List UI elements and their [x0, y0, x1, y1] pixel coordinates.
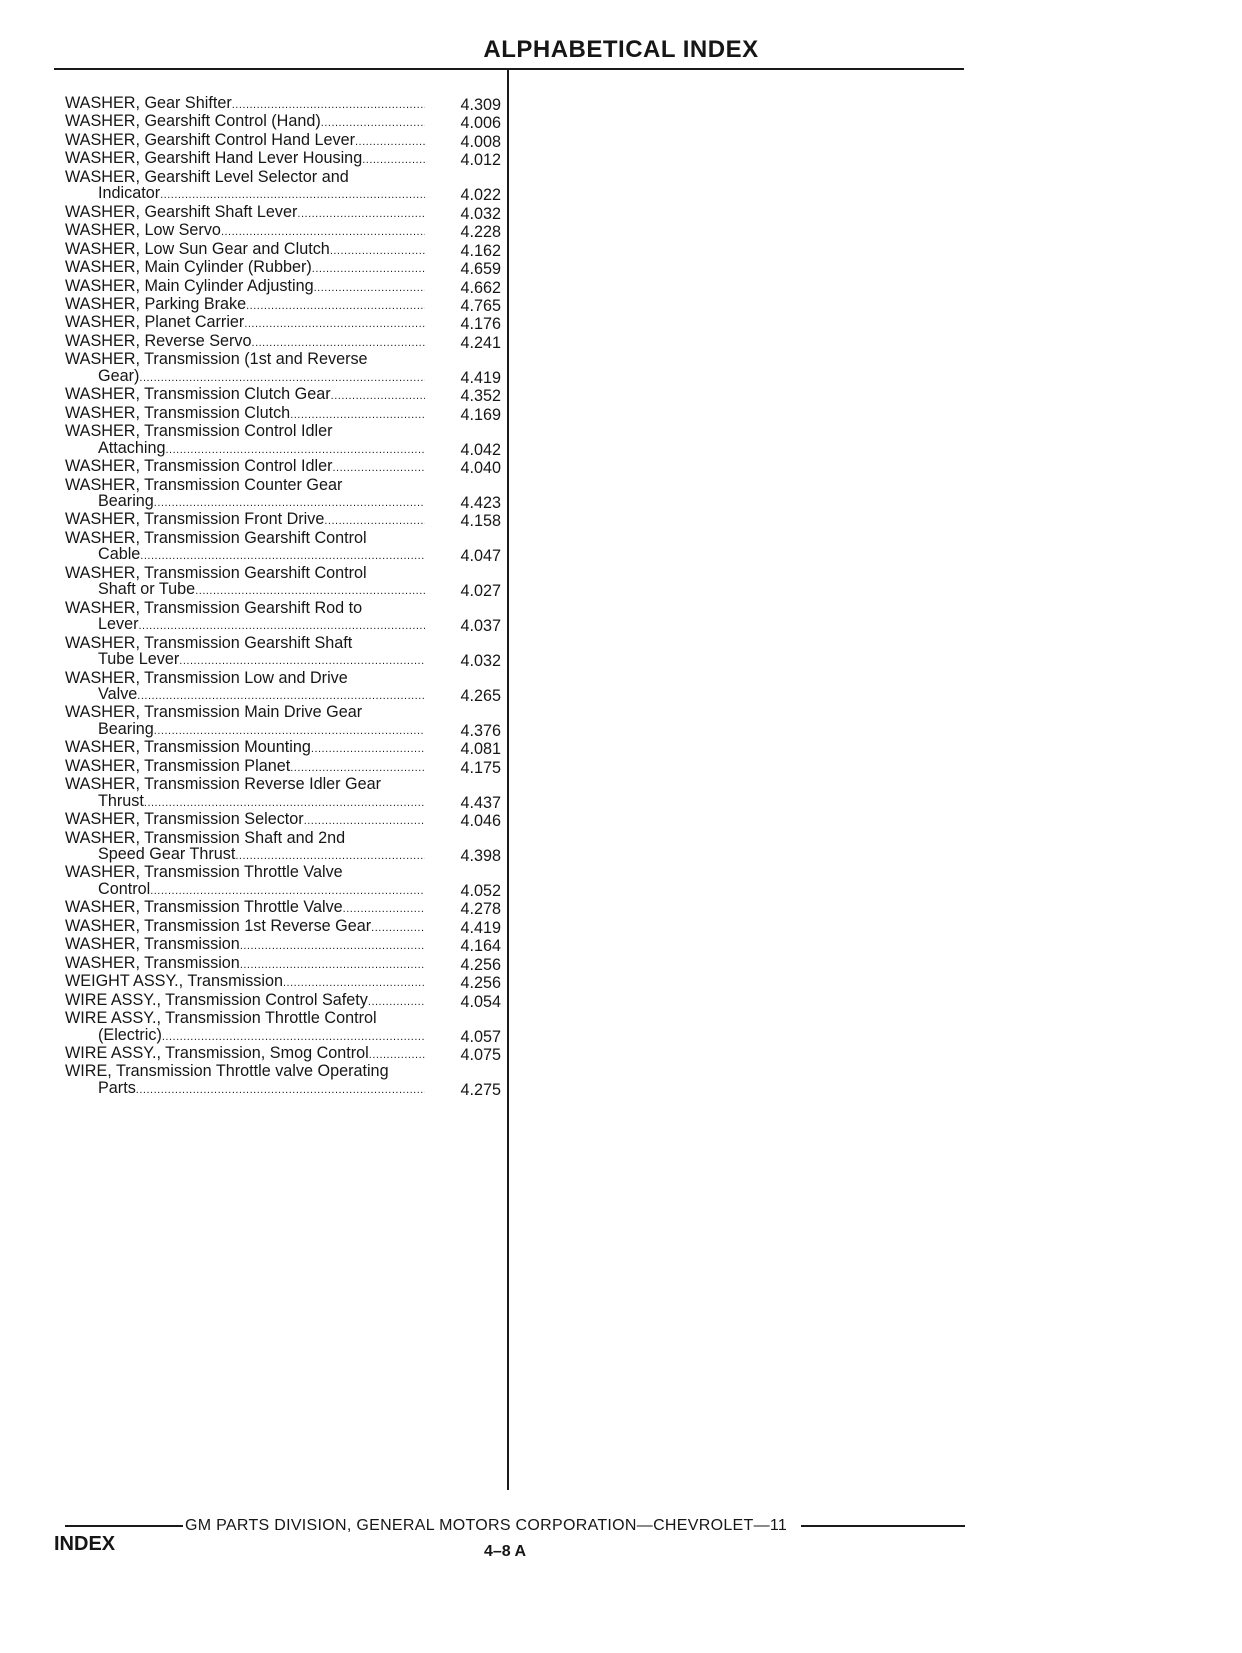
entry-text: Shaft or Tube [98, 580, 196, 599]
entry-description [65, 204, 425, 222]
dot-leader [297, 204, 425, 222]
entry-text: Cable [98, 545, 141, 564]
entry-description [65, 423, 425, 458]
entry-text: Bearing [98, 719, 154, 738]
index-entry [65, 811, 501, 829]
entry-description [65, 314, 425, 332]
entry-line [65, 511, 425, 529]
dot-leader [240, 955, 425, 973]
dot-leader [331, 386, 425, 404]
entry-text: WASHER, Planet Carrier [65, 313, 245, 332]
dot-leader [311, 739, 425, 757]
entry-continuation-line [65, 651, 425, 669]
entry-page-number: 4.164 [460, 937, 501, 956]
dot-leader [355, 132, 425, 150]
entry-description [65, 169, 425, 204]
entry-line [65, 169, 425, 185]
index-entry [65, 169, 501, 204]
entry-page-number: 4.376 [460, 721, 501, 740]
entry-line [65, 776, 425, 792]
entry-text: WASHER, Transmission Control Idler [65, 457, 333, 476]
entry-page-number: 4.162 [460, 241, 501, 260]
footer-publisher: GM PARTS DIVISION, GENERAL MOTORS CORPORATION—CHEVROLET—11 [185, 1517, 788, 1534]
entry-page-number: 4.175 [460, 758, 501, 777]
entry-line [65, 600, 425, 616]
entry-page-number: 4.419 [460, 368, 501, 387]
entry-page-number: 4.052 [460, 881, 501, 900]
footer-publisher-line [65, 1517, 965, 1535]
entry-description [65, 351, 425, 386]
entry-line [65, 423, 425, 439]
dot-leader [312, 259, 425, 277]
entry-text: WASHER, Gearshift Hand Lever Housing [65, 149, 363, 168]
entry-description [65, 530, 425, 565]
index-entry [65, 150, 501, 168]
entry-page-number: 4.662 [460, 278, 501, 297]
entry-text: WASHER, Transmission Throttle Valve [65, 898, 343, 917]
entry-line [65, 918, 425, 936]
entry-line [65, 222, 425, 240]
entry-page-number: 4.352 [460, 387, 501, 406]
dot-leader [371, 918, 425, 936]
dot-leader [324, 511, 425, 529]
index-entry [65, 758, 501, 776]
entry-page-number: 4.659 [460, 260, 501, 279]
entry-description [65, 458, 425, 476]
entry-text: Parts [98, 1078, 136, 1097]
entry-text: WASHER, Transmission [65, 935, 240, 954]
index-entry [65, 351, 501, 386]
entry-description [65, 1045, 425, 1063]
entry-description [65, 758, 425, 776]
entry-description [65, 776, 425, 811]
entry-description [65, 150, 425, 168]
entry-description [65, 241, 425, 259]
entry-text: WASHER, Transmission Shaft and 2nd [65, 828, 346, 847]
entry-description [65, 296, 425, 314]
entry-text: WASHER, Transmission Planet [65, 756, 291, 775]
entry-page-number: 4.419 [460, 918, 501, 937]
entry-page-number: 4.022 [460, 186, 501, 205]
entry-text: WASHER, Transmission Front Drive [65, 510, 325, 529]
entry-text: Lever [98, 615, 139, 634]
entry-line [65, 758, 425, 776]
dot-leader [246, 296, 425, 314]
entry-text: WEIGHT ASSY., Transmission [65, 972, 283, 991]
entry-text: WASHER, Transmission Clutch [65, 403, 291, 422]
entry-text: WASHER, Transmission Reverse Idler Gear [65, 775, 382, 794]
entry-continuation-line [65, 440, 425, 458]
entry-text: WASHER, Transmission Gearshift Shaft [65, 633, 353, 652]
entry-line [65, 864, 425, 880]
entry-text: WASHER, Transmission Counter Gear [65, 475, 343, 494]
index-entry [65, 1045, 501, 1063]
entry-line [65, 955, 425, 973]
entry-text: WIRE ASSY., Transmission Throttle Control [65, 1009, 377, 1028]
entry-description [65, 132, 425, 150]
entry-line [65, 739, 425, 757]
index-entry-list [65, 95, 501, 1098]
dot-leader [139, 616, 426, 634]
index-entry [65, 1010, 501, 1045]
entry-line [65, 351, 425, 367]
entry-page-number: 4.012 [460, 151, 501, 170]
entry-line [65, 670, 425, 686]
entry-text: WASHER, Low Sun Gear and Clutch [65, 239, 330, 258]
dot-leader [162, 1027, 425, 1045]
entry-text: Control [98, 879, 151, 898]
entry-page-number: 4.256 [460, 955, 501, 974]
dot-leader [252, 333, 425, 351]
entry-text: WASHER, Transmission (1st and Reverse [65, 350, 368, 369]
index-entry [65, 296, 501, 314]
entry-text: Gear) [98, 366, 140, 385]
entry-page-number: 4.241 [460, 333, 501, 352]
entry-page-number: 4.169 [460, 405, 501, 424]
entry-line [65, 458, 425, 476]
entry-continuation-line [65, 721, 425, 739]
entry-text: Attaching [98, 438, 166, 457]
entry-page-number: 4.008 [460, 132, 501, 151]
entry-description [65, 477, 425, 512]
entry-continuation-line [65, 881, 425, 899]
index-entry [65, 565, 501, 600]
entry-text: WASHER, Transmission Gearshift Control [65, 563, 367, 582]
dot-leader [314, 278, 425, 296]
index-entry [65, 386, 501, 404]
index-entry [65, 241, 501, 259]
entry-line [65, 973, 425, 991]
entry-text: WASHER, Transmission Main Drive Gear [65, 703, 363, 722]
dot-leader [160, 185, 425, 203]
entry-page-number: 4.398 [460, 847, 501, 866]
entry-text: WASHER, Parking Brake [65, 294, 247, 313]
entry-line [65, 405, 425, 423]
entry-description [65, 222, 425, 240]
index-entry [65, 458, 501, 476]
entry-text: (Electric) [98, 1025, 162, 1044]
entry-page-number: 4.037 [460, 617, 501, 636]
entry-description [65, 405, 425, 423]
entry-description [65, 1010, 425, 1045]
index-entry [65, 333, 501, 351]
entry-page-number: 4.081 [460, 740, 501, 759]
entry-continuation-line [65, 368, 425, 386]
entry-text: WIRE ASSY., Transmission, Smog Control [65, 1044, 369, 1063]
entry-page-number: 4.046 [460, 812, 501, 831]
entry-text: WIRE, Transmission Throttle valve Operating [65, 1062, 389, 1081]
index-entry [65, 511, 501, 529]
index-entry [65, 1063, 501, 1098]
index-entry [65, 259, 501, 277]
entry-continuation-line [65, 546, 425, 564]
entry-page-number: 4.040 [460, 459, 501, 478]
index-entry [65, 670, 501, 705]
entry-description [65, 704, 425, 739]
entry-line [65, 565, 425, 581]
entry-description [65, 386, 425, 404]
entry-page-number: 4.032 [460, 652, 501, 671]
entry-line [65, 635, 425, 651]
entry-line [65, 1010, 425, 1026]
entry-line [65, 992, 425, 1010]
entry-line [65, 204, 425, 222]
entry-description [65, 95, 425, 113]
entry-description [65, 830, 425, 865]
index-entry [65, 314, 501, 332]
entry-page-number: 4.075 [460, 1046, 501, 1065]
index-entry [65, 635, 501, 670]
index-entry [65, 899, 501, 917]
entry-text: WASHER, Transmission Clutch Gear [65, 385, 331, 404]
entry-page-number: 4.057 [460, 1027, 501, 1046]
dot-leader [343, 899, 425, 917]
entry-continuation-line [65, 1027, 425, 1045]
entry-continuation-line [65, 616, 425, 634]
entry-line [65, 296, 425, 314]
entry-text: WASHER, Transmission Selector [65, 810, 304, 829]
dot-leader [290, 758, 425, 776]
dot-leader [304, 811, 425, 829]
entry-text: Thrust [98, 791, 144, 810]
index-entry [65, 477, 501, 512]
index-entry [65, 992, 501, 1010]
dot-leader [240, 936, 425, 954]
entry-line [65, 314, 425, 332]
dot-leader [362, 150, 425, 168]
index-entry [65, 204, 501, 222]
dot-leader [321, 113, 425, 131]
dot-leader [332, 458, 425, 476]
entry-description [65, 992, 425, 1010]
entry-description [65, 811, 425, 829]
entry-continuation-line [65, 846, 425, 864]
dot-leader [244, 314, 425, 332]
entry-page-number: 4.042 [460, 440, 501, 459]
entry-line [65, 704, 425, 720]
entry-text: WASHER, Transmission 1st Reverse Gear [65, 916, 372, 935]
entry-page-number: 4.228 [460, 223, 501, 242]
entry-description [65, 918, 425, 936]
dot-leader [139, 368, 425, 386]
dot-leader [221, 222, 425, 240]
index-entry [65, 278, 501, 296]
entry-description [65, 899, 425, 917]
entry-page-number: 4.309 [460, 96, 501, 114]
entry-description [65, 565, 425, 600]
entry-line [65, 333, 425, 351]
entry-text: WASHER, Transmission Gearshift Control [65, 528, 367, 547]
index-entry [65, 936, 501, 954]
entry-description [65, 259, 425, 277]
entry-description [65, 635, 425, 670]
dot-leader [232, 95, 425, 113]
dot-leader [179, 651, 425, 669]
entry-page-number: 4.437 [460, 793, 501, 812]
dot-leader [330, 241, 425, 259]
entry-text: WASHER, Main Cylinder (Rubber) [65, 258, 312, 277]
entry-text: WASHER, Reverse Servo [65, 331, 252, 350]
entry-page-number: 4.054 [460, 992, 501, 1011]
index-entry [65, 113, 501, 131]
entry-text: WASHER, Low Servo [65, 221, 221, 240]
entry-page-number: 4.275 [460, 1080, 501, 1099]
entry-continuation-line [65, 686, 425, 704]
index-entry [65, 530, 501, 565]
column-divider [507, 68, 509, 1490]
entry-text: WASHER, Transmission [65, 953, 240, 972]
entry-line [65, 241, 425, 259]
entry-page-number: 4.032 [460, 204, 501, 223]
entry-text: WASHER, Gear Shifter [65, 94, 232, 112]
entry-text: WASHER, Gearshift Level Selector and [65, 167, 349, 186]
index-entry [65, 600, 501, 635]
index-entry [65, 739, 501, 757]
entry-page-number: 4.265 [460, 686, 501, 705]
entry-page-number: 4.158 [460, 512, 501, 531]
entry-line [65, 386, 425, 404]
entry-page-number: 4.256 [460, 974, 501, 993]
entry-text: WASHER, Gearshift Control Hand Lever [65, 130, 355, 149]
entry-line [65, 1063, 425, 1079]
index-entry [65, 918, 501, 936]
entry-text: WASHER, Gearshift Control (Hand) [65, 112, 321, 131]
index-entry [65, 423, 501, 458]
entry-page-number: 4.423 [460, 493, 501, 512]
entry-line [65, 477, 425, 493]
entry-description [65, 1063, 425, 1098]
footer-rule-left [65, 1525, 183, 1527]
entry-page-number: 4.765 [460, 296, 501, 315]
entry-description [65, 600, 425, 635]
entry-line [65, 278, 425, 296]
entry-line [65, 811, 425, 829]
index-entry [65, 973, 501, 991]
entry-line [65, 899, 425, 917]
dot-leader [195, 581, 425, 599]
entry-line [65, 113, 425, 131]
entry-description [65, 511, 425, 529]
index-entry [65, 222, 501, 240]
entry-line [65, 936, 425, 954]
entry-description [65, 278, 425, 296]
dot-leader [150, 881, 425, 899]
entry-text: WIRE ASSY., Transmission Control Safety [65, 990, 368, 1009]
dot-leader [283, 973, 425, 991]
entry-description [65, 670, 425, 705]
footer-rule-right [801, 1525, 965, 1527]
entry-line [65, 1045, 425, 1063]
index-entry [65, 132, 501, 150]
entry-description [65, 333, 425, 351]
index-entry [65, 864, 501, 899]
entry-text: Indicator [98, 184, 161, 203]
entry-continuation-line [65, 1080, 425, 1098]
dot-leader [137, 686, 425, 704]
entry-description [65, 864, 425, 899]
dot-leader [154, 721, 425, 739]
entry-description [65, 936, 425, 954]
entry-continuation-line [65, 493, 425, 511]
entry-page-number: 4.006 [460, 114, 501, 133]
entry-text: WASHER, Gearshift Shaft Lever [65, 202, 298, 221]
entry-text: WASHER, Transmission Control Idler [65, 422, 333, 441]
entry-page-number: 4.047 [460, 547, 501, 566]
entry-text: WASHER, Main Cylinder Adjusting [65, 276, 314, 295]
dot-leader [235, 846, 425, 864]
entry-line [65, 530, 425, 546]
entry-line [65, 830, 425, 846]
entry-page-number: 4.278 [460, 900, 501, 919]
index-entry [65, 830, 501, 865]
page-title: ALPHABETICAL INDEX [483, 36, 759, 63]
entry-description [65, 739, 425, 757]
index-entry [65, 776, 501, 811]
entry-continuation-line [65, 185, 425, 203]
index-entry [65, 955, 501, 973]
entry-line [65, 259, 425, 277]
entry-line [65, 150, 425, 168]
entry-continuation-line [65, 581, 425, 599]
dot-leader [140, 546, 425, 564]
index-entry [65, 405, 501, 423]
entry-text: Tube Lever [98, 650, 180, 669]
entry-text: Valve [98, 684, 138, 703]
entry-page-number: 4.176 [460, 315, 501, 334]
dot-leader [154, 493, 425, 511]
entry-continuation-line [65, 793, 425, 811]
entry-description [65, 113, 425, 131]
entry-text: WASHER, Transmission Gearshift Rod to [65, 598, 363, 617]
header-rule [54, 68, 964, 70]
entry-text: Bearing [98, 491, 154, 510]
dot-leader [368, 992, 425, 1010]
entry-description [65, 973, 425, 991]
dot-leader [166, 440, 426, 458]
index-entry [65, 95, 501, 113]
entry-line [65, 95, 425, 113]
entry-text: WASHER, Transmission Throttle Valve [65, 863, 343, 882]
entry-text: WASHER, Transmission Low and Drive [65, 668, 348, 687]
dot-leader [369, 1045, 425, 1063]
entry-text: Speed Gear Thrust [98, 845, 236, 864]
dot-leader [144, 793, 425, 811]
page-number: 4–8 A [484, 1543, 527, 1560]
index-entry [65, 704, 501, 739]
dot-leader [290, 405, 425, 423]
entry-line [65, 132, 425, 150]
dot-leader [136, 1080, 425, 1098]
entry-text: WASHER, Transmission Mounting [65, 738, 311, 757]
entry-description [65, 955, 425, 973]
section-label: INDEX [54, 1533, 116, 1555]
entry-page-number: 4.027 [460, 582, 501, 601]
